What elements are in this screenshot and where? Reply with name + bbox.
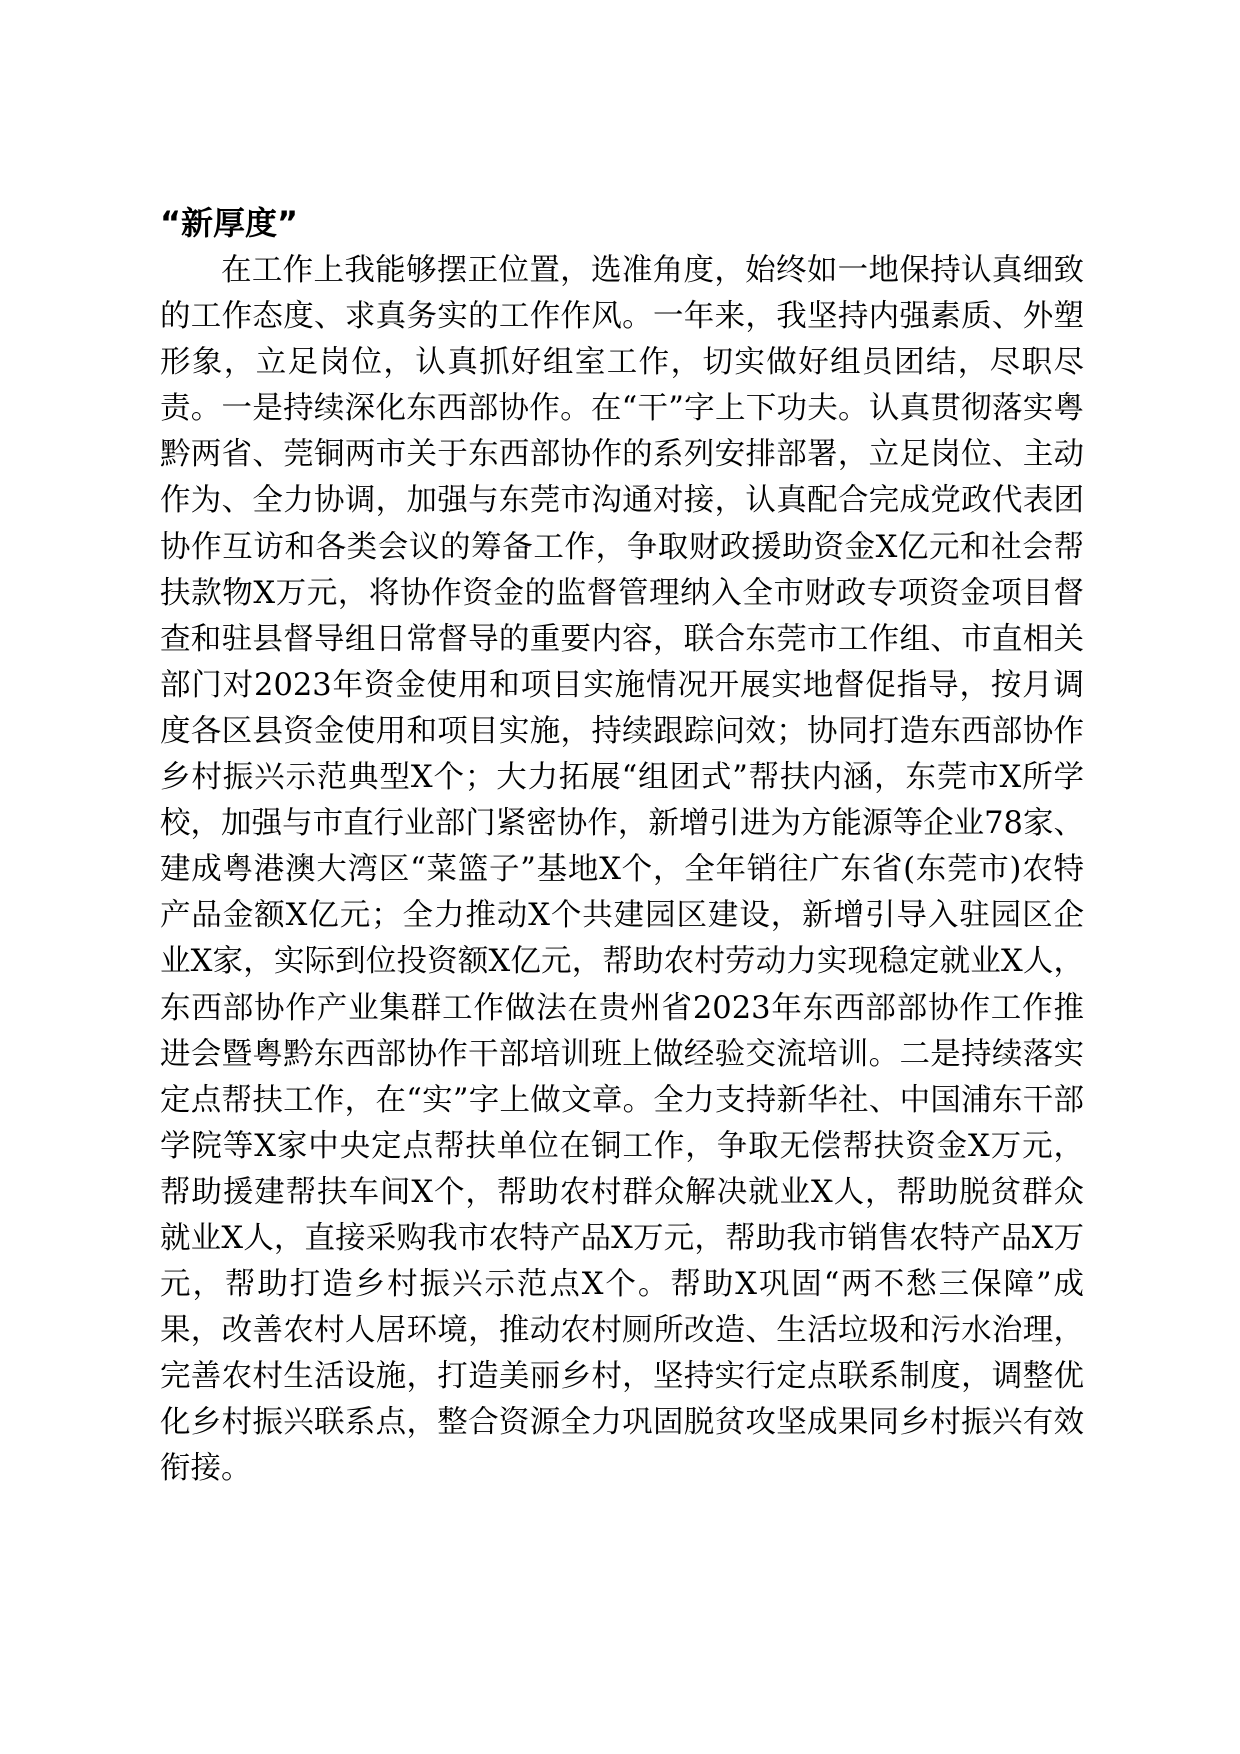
body-paragraph: 在工作上我能够摆正位置，选准角度，始终如一地保持认真细致的工作态度、求真务实的工作作风。一年来，我坚持内强素质、外塑形象，立足岗位，认真抓好组室工作，切实做好组员团结，尽职尽责。一是持续深化东西部协作。在“干”字上下功夫。认真贯彻落实粤黔两省、莞铜两市关于东西部协作的系列安排部署，立足岗位、主动作为、全力协调，加强与东莞市沟通对接，认真配合完成党政代表团协作互访和各类会议的筹备工作，争取财政援助资金X亿元和社会帮扶款物X万元，将协作资金的监督管理纳入全市财政专项资金项目督查和驻县督导组日常督导的重要内容，联合东莞市工作组、市直相关部门对2023年资金使用和项目实施情况开展实地督促指导，按月调度各区县资金使用和项目实施，持续跟踪问效；协同打造东西部协作乡村振兴示范典型X个；大力拓展“组团式”帮扶内涵，东莞市X所学校，加强与市直行业部门紧密协作，新增引进为方能源等企业78家、建成粤港澳大湾区“菜篮子”基地X个，全年销往广东省(东莞市)农特产品金额X亿元；全力推动X个共建园区建设，新增引导入驻园区企业X家，实际到位投资额X亿元，帮助农村劳动力实现稳定就业X人，东西部协作产业集群工作做法在贵州省2023年东西部部协作工作推进会暨粤黔东西部协作干部培训班上做经验交流培训。二是持续落实定点帮扶工作，在“实”字上做文章。全力支持新华社、中国浦东干部学院等X家中央定点帮扶单位在铜工作，争取无偿帮扶资金X万元，帮助援建帮扶车间X个，帮助农村群众解决就业X人，帮助脱贫群众就业X人，直接采购我市农特产品X万元，帮助我市销售农特产品X万元，帮助打造乡村振兴示范点X个。帮助X巩固“两不愁三保障”成果，改善农村人居环境，推动农村厕所改造、生活垃圾和污水治理，完善农村生活设施，打造美丽乡村，坚持实行定点联系制度，调整优化乡村振兴联系点，整合资源全力巩固脱贫攻坚成果同乡村振兴有效衔接。: [160, 253, 1084, 1487]
section-heading: “新厚度”: [160, 204, 299, 242]
